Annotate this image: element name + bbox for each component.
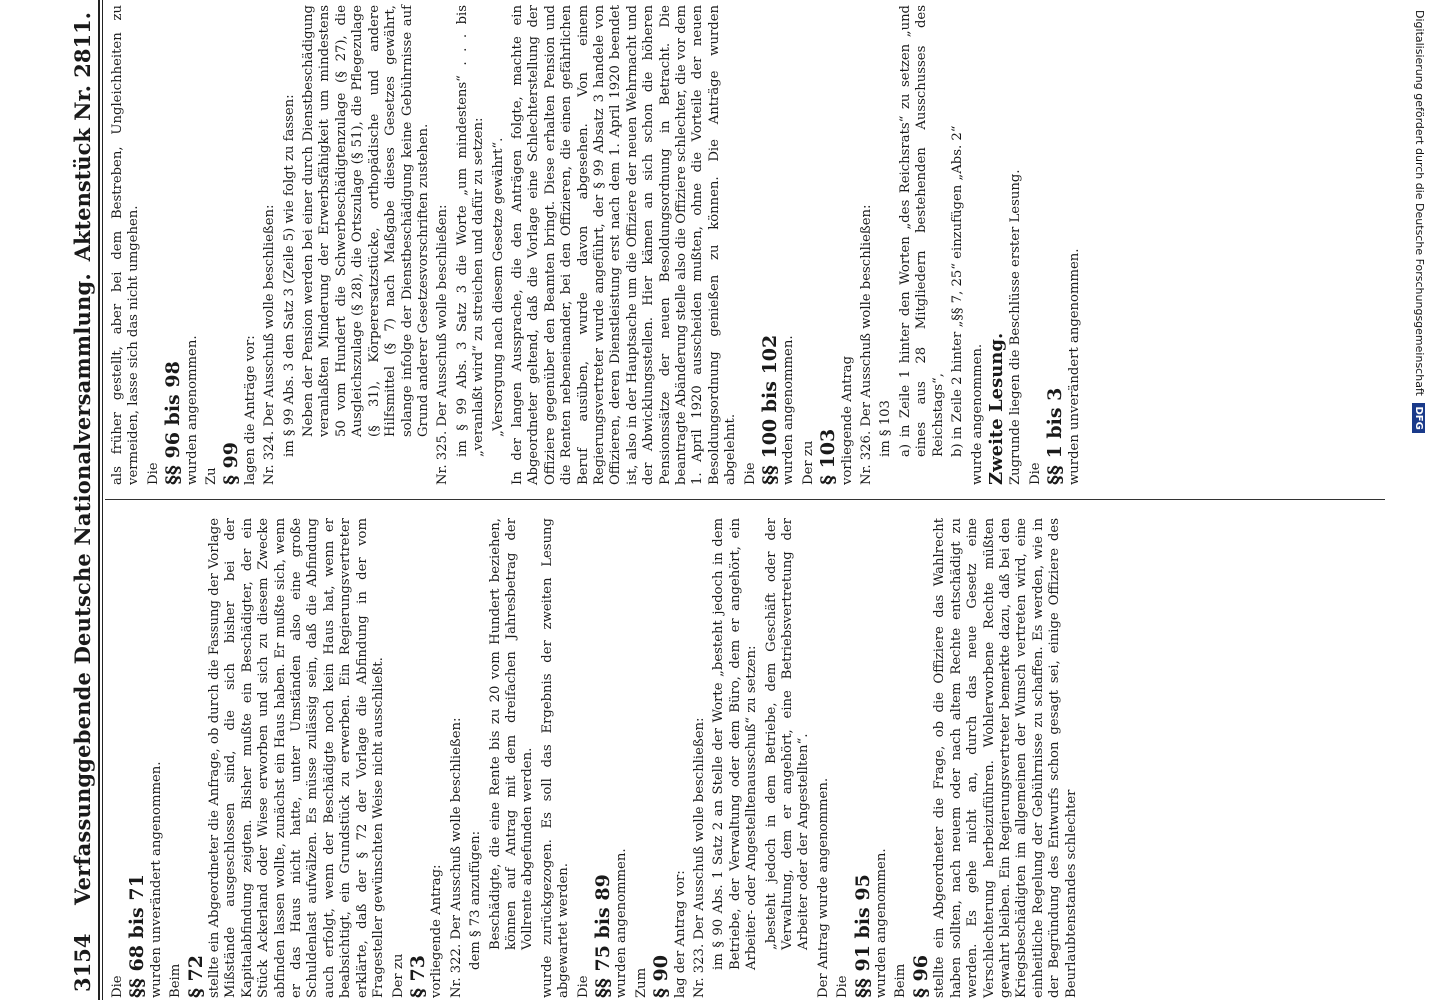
digitization-note [1400,10,1430,990]
header-rule-thin [102,0,103,1000]
motion-text: dem § 73 anzufügen: [468,830,484,970]
short-line: Zum [633,967,649,998]
page-header [62,0,102,1000]
reading-heading: Zweite Lesung. [985,332,1007,485]
left-column [110,518,1083,998]
short-line: Die [835,975,851,998]
short-line: Beim [893,963,909,998]
section-heading: § 73 [406,955,429,998]
quoted-text: „besteht jedoch in dem Betriebe, dem Geschäft oder der Verwaltung, dem er angehört, eine Betriebsvertretung der Arbeiter oder der Angestellten“. [763,518,812,950]
page-number: 3154 [70,933,95,992]
dfg-logo: DFG [1412,403,1425,432]
short-line: Die [145,462,161,485]
paragraph: In der langen Aussprache, die den Anträgen folgte, machte ein Abgeordneter geltend, daß die Vorlage eine Schlechterstellung der Offiziere gegenüber den Beamten bringt. Diese erhalten Pension und die Renten nebeneinander, bei den Offizieren, die einen gefährlichen Beruf ausüben, wurde davon abgesehen. Von einem Regierungsvertreter wurde angeführt, der § 99 Absatz 3 handele von Offizieren, deren Dienstleistung erst nach dem 1. April 1920 beendet ist, also in der Hauptsache um die Offiziere der neuen Wehrmacht und der Abwicklungsstellen. Hier kämen an sich schon die höheren Pensionssätze der neuen Besoldungsordnung in Betracht. Die beantragte Abänderung stelle also die Offiziere schlechter, die vor dem 1. April 1920 ausscheiden mußten, ohne die Vorteile der neuen Besoldungsordnung genießen zu können. Die Anträge wurden abgelehnt. [509,5,739,485]
short-line: Der zu [800,440,816,485]
section-heading: § 103 [817,428,840,485]
quoted-text: Beschädigte, die eine Rente bis zu 20 vom Hundert beziehen, können auf Antrag mit dem dreifachen Jahresbetrag der Vollrente abgefunden werden. [487,518,536,950]
paragraph: wurde zurückgezogen. Es soll das Ergebnis der zweiten Lesung abgewartet werden. [539,518,572,998]
section-heading: § 90 [650,955,673,998]
short-line: vorliegende Antrag [839,355,855,485]
paragraph: als früher gestellt, aber bei dem Bestreben, Ungleichheiten zu vermeiden, lasse sich das nicht umgehen. [110,5,142,485]
motion-text: b) in Zeile 2 hinter „§§ 7, 25“ einzufügen „Abs. 2“ [950,125,966,457]
section-heading: §§ 1 bis 3 [1044,387,1067,485]
section-heading: §§ 100 bis 102 [759,334,782,485]
short-line: Nr. 323. Der Ausschuß wolle beschließen: [692,717,707,998]
short-line: wurde angenommen. [969,343,985,485]
document-number: Aktenstück Nr. 2811. [70,12,95,262]
motion-text: im § 90 Abs. 1 Satz 2 an Stelle der Worte „besteht jedoch in dem Betriebe, der Verwaltung oder dem Büro, dem er angehört, ein Arbeiter- oder Angestelltenausschuß“ zu setzen: [711,518,760,970]
short-line: wurden unverändert angenommen. [148,761,164,998]
quoted-text: Neben der Pension werden bei einer durch Dienstbeschädigung veranlaßten Minderung der Erwerbsfähigkeit um mindestens 50 vom Hundert die Schwerbeschädigtenzulage (§ 27), die Ausgleichszulage (§ 28), die Ortszulage (§ 51), die Pflegezulage (§ 31), Körperersatzstücke, orthopädische und andere Hilfsmittel (§ 7) nach Maßgabe dieses Gesetzes gewährt, solange infolge der Dienstbeschädigung keine Gebührnisse auf Grund anderer Gesetzesvorschriften zustehen. [301,5,431,437]
short-line: Die [1027,462,1043,485]
right-column [110,5,1086,485]
section-heading: §§ 68 bis 71 [126,874,149,998]
section-heading: §§ 96 bis 98 [162,361,185,485]
running-title: Verfassunggebende Deutsche Nationalversammlung. [70,273,95,905]
section-heading: §§ 91 bis 95 [851,874,874,998]
short-line: Beim [168,963,184,998]
motion-text: im § 99 Abs. 3 Satz 3 die Worte „um mindestens“ . . . bis „veranlaßt wird“ zu streichen und dafür zu setzen: [454,5,487,457]
short-line: Nr. 322. Der Ausschuß wolle beschließen: [448,717,464,998]
paragraph: stellte ein Abgeordneter die Frage, ob die Offiziere das Wahlrecht haben sollten, nach neuem oder nach altem Rechte entschädigt zu werden. Es gehe nicht an, durch das neue Gesetz eine Verschlechterung herbeizuführen. Wohlerworbene Rechte müßten gewahrt bleiben. Ein Regierungsvertreter bemerkte dazu, daß bei den Kriegsbeschädigten im allgemeinen der Wunsch vertreten wird, eine einheitliche Regelung der Gebührnisse zu schaffen. Es werden, wie in der Begründung des Entwurfs schon gesagt sei, einige Offiziere des Beurlaubtenstandes schlechter [932,518,1079,998]
short-line: wurden angenommen. [614,848,630,998]
short-line: Nr. 324. Der Ausschuß wolle beschließen: [262,204,278,485]
paragraph: stellte ein Abgeordneter die Anfrage, ob durch die Fassung der Vorlage Mißstände ausgeschlossen sind, die sich bisher bei der Kapitalabfindung zeigten. Bisher mußte ein Beschädigter, der ein Stück Ackerland oder Wiese erworben und sich zu diesem Zwecke abfinden lassen wollte, zunächst ein Haus haben. Er mußte sich, wenn er das Haus nicht hatte, unter Umständen also eine große Schuldenlast aufwälzen. Es müsse zulässig sein, daß die Abfindung auch erfolgt, wenn der Beschädigte noch kein Haus hat, wenn er beabsichtigt, ein Grundstück zu erwerben. Ein Regierungsvertreter erklärte, daß der § 72 der Vorlage die Abfindung in der vom Fragesteller gewünschten Weise nicht ausschließt. [207,518,387,998]
short-line: lag der Antrag vor: [672,870,688,998]
short-line: wurden angenommen. [184,335,200,485]
column-divider [105,499,1385,500]
short-line: wurden angenommen. [781,335,797,485]
document-page [60,0,1390,1000]
motion-text: a) in Zeile 1 hinter den Worten „des Reichsrats“ zu setzen „und eines aus 28 Mitgliedern bestehenden Ausschusses des Reichstags“, [897,5,946,457]
quoted-text: „Versorgung nach diesem Gesetze gewährt“. [490,137,506,437]
section-heading: §§ 75 bis 89 [591,874,614,998]
short-line: Der Antrag wurde angenommen. [815,777,831,998]
short-line: Zugrunde liegen die Beschlüsse erster Lesung. [1008,169,1024,485]
short-line: lagen die Anträge vor: [242,335,258,485]
short-line: wurden angenommen. [874,848,890,998]
short-line: Die [110,975,125,998]
short-line: vorliegende Antrag: [429,864,445,998]
section-heading: § 72 [184,955,207,998]
section-heading: § 99 [220,442,243,485]
short-line: Der zu [390,953,406,998]
digitization-text: Digitalisierung gefördert durch die Deutsche Forschungsgemeinschaft [1413,10,1426,396]
section-heading: § 96 [909,955,932,998]
motion-text: im § 103 [878,400,894,457]
short-line: Zu [204,467,220,485]
header-rule [98,0,100,1000]
short-line: Die [742,462,758,485]
motion-text: im § 99 Abs. 3 den Satz 3 (Zeile 5) wie folgt zu fassen: [281,94,297,457]
short-line: Die [575,975,591,998]
short-line: Nr. 326. Der Ausschuß wolle beschließen: [859,204,875,485]
short-line: wurden unverändert angenommen. [1066,248,1082,485]
short-line: Nr. 325. Der Ausschuß wolle beschließen: [435,204,451,485]
